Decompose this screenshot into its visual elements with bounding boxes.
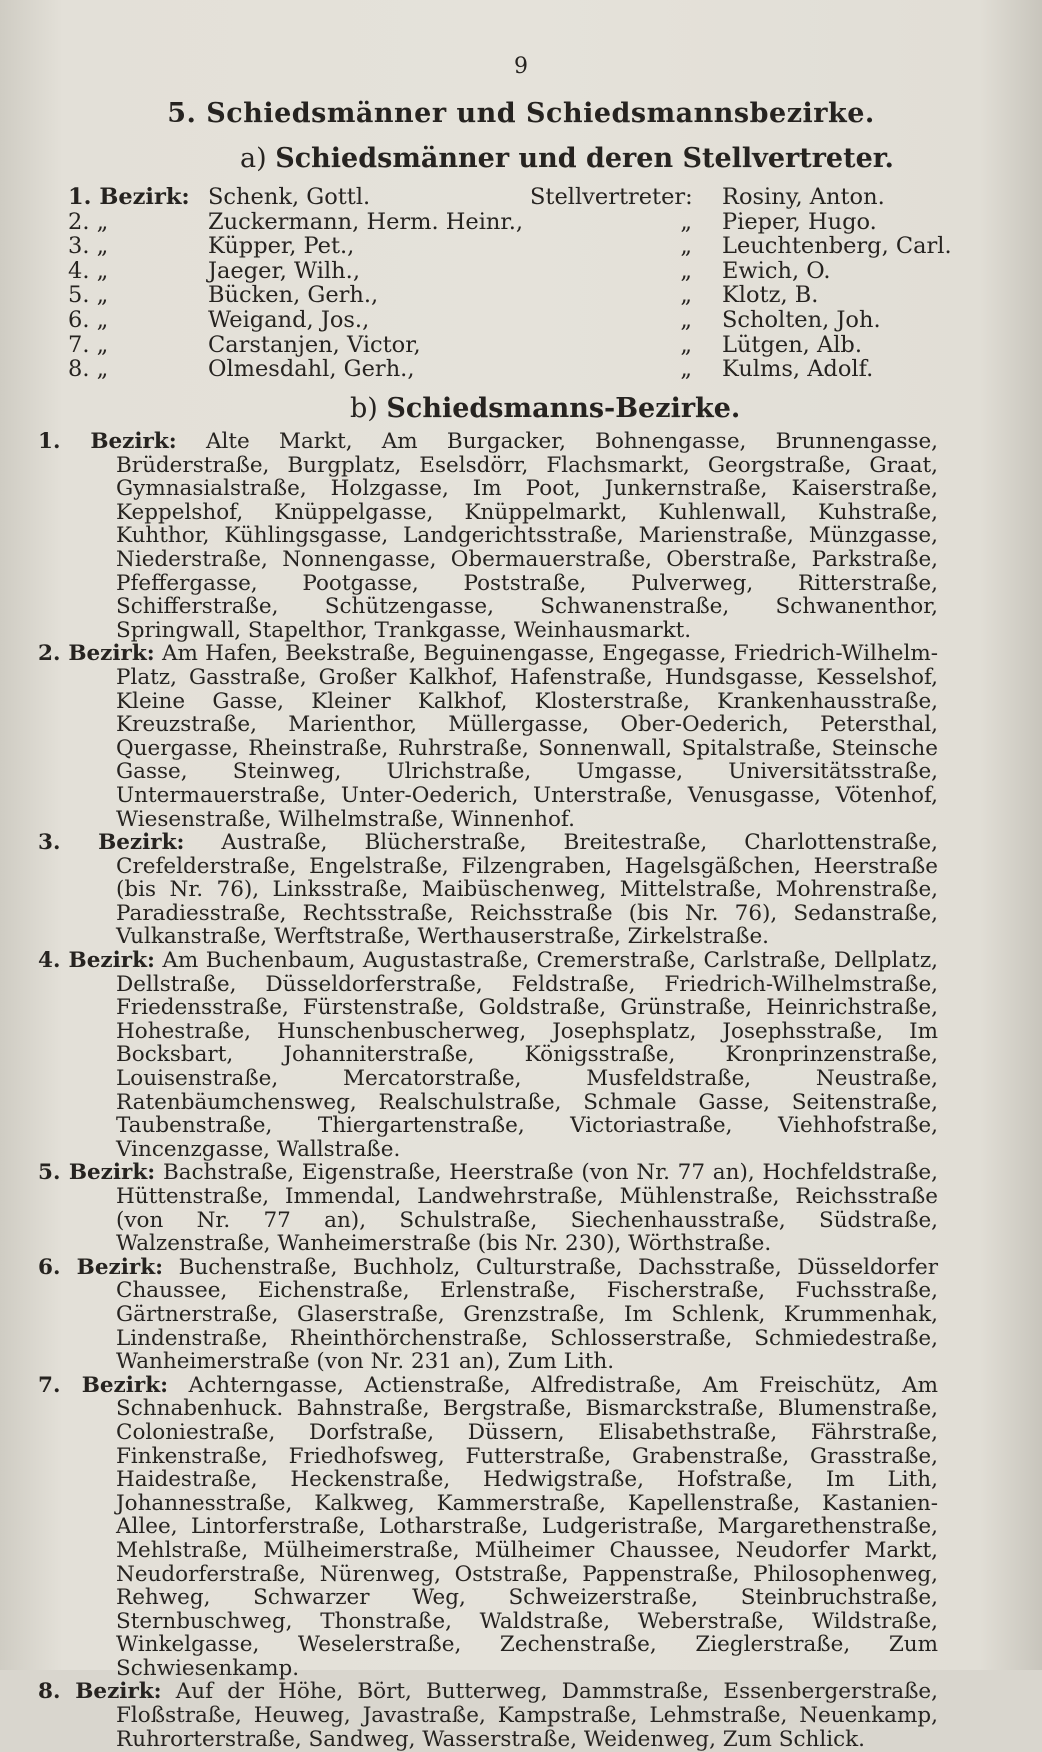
arbitrator-row xyxy=(68,259,968,284)
arbitrator-name: Küpper, Pet., xyxy=(208,233,355,260)
district-entry xyxy=(38,430,938,642)
district-streets: Alte Markt, Am Burgacker, Bohnengasse, Brunnengasse, Brüderstraße, Burgplatz, Eselsdörr, Flachsmarkt, Georgstraße, Graat, Gymnasialstraße, Holzgasse, Im Poot, Junkernstraße, Kaiserstraße, Keppelshof, Knüppelgasse, Knüppelmarkt, Kuhlenwall, Kuhstraße, Kuhthor, Kühlingsgasse, Landgerichtsstraße, Marienstraße, Münzgasse, Niederstraße, Nonnengasse, Obermauerstraße, Oberstraße, Parkstraße, Pfeffergasse, Pootgasse, Poststraße, Pulverweg, Ritterstraße, Schifferstraße, Schützengasse, Schwanenstraße, Schwanenthor, Springwall, Stapelthor, Trankgasse, Weinhausmarkt. xyxy=(116,429,939,643)
arbitrator-row xyxy=(68,333,968,358)
district-label: 1. Bezirk: xyxy=(38,429,177,454)
arbitrator-row xyxy=(68,185,968,210)
deputy-name: Lütgen, Alb. xyxy=(722,331,862,358)
district-number: 4. „ xyxy=(68,257,109,284)
subsection-b-heading: Schiedsmanns-Bezirke. xyxy=(386,393,741,424)
arbitrator-name: Weigand, Jos., xyxy=(208,306,370,333)
arbitrator-name: Zuckermann, Herm. Heinr., xyxy=(208,208,524,235)
district-entry xyxy=(38,1374,938,1681)
arbitrator-row xyxy=(68,308,968,333)
district-streets: Buchenstraße, Buchholz, Culturstraße, Dachsstraße, Düsseldorfer Chaussee, Eichenstraße, Erlenstraße, Fischerstraße, Fuchsstraße, Gärtnerstraße, Glaserstraße, Grenzstraße, Im Schlenk, Krummenhak, Lindenstraße, Rheinthörchenstraße, Schlosserstraße, Schmiedestraße, Wanheimerstraße (von Nr. 231 an), Zum Lith. xyxy=(116,1254,938,1375)
deputy-role: Stellvertreter: xyxy=(530,184,693,210)
district-number: 3. „ xyxy=(68,233,109,260)
deputy-name: Rosiny, Anton. xyxy=(722,184,885,210)
subsection-a-title xyxy=(240,143,894,174)
arbitrator-name: Schenk, Gottl. xyxy=(208,184,371,210)
arbitrator-name: Bücken, Gerh., xyxy=(208,282,379,309)
deputy-name: Scholten, Joh. xyxy=(722,306,881,333)
page-number: 9 xyxy=(514,54,528,79)
district-entry xyxy=(38,949,938,1161)
district-label: 8. Bezirk: xyxy=(38,1679,162,1705)
deputy-role: „ xyxy=(680,306,692,333)
district-label: 7. Bezirk: xyxy=(38,1372,169,1398)
arbitrator-row xyxy=(68,283,968,308)
district-label: 3. Bezirk: xyxy=(38,830,185,856)
deputy-name: Pieper, Hugo. xyxy=(722,208,877,235)
district-streets: Auf der Höhe, Bört, Butterweg, Dammstraße, Essenbergerstraße, Floßstraße, Heuweg, Javastraße, Kampstraße, Lehmstraße, Neuenkamp, Ruhrorterstraße, Sandweg, Wasserstraße, Weidenweg, Zum Schlick. xyxy=(116,1679,938,1752)
district-streets: Bachstraße, Eigenstraße, Heerstraße (von Nr. 77 an), Hochfeldstraße, Hüttenstraße, Immendal, Landwehrstraße, Mühlenstraße, Reichsstraße (von Nr. 77 an), Schulstraße, Siechenhausstraße, Südstraße, Walzenstraße, Wanheimerstraße (bis Nr. 230), Wörthstraße. xyxy=(116,1160,938,1257)
arbitrators-list xyxy=(68,185,968,382)
district-label: 5. Bezirk: xyxy=(38,1160,156,1186)
deputy-name: Ewich, O. xyxy=(722,257,831,284)
subsection-b-prefix: b) xyxy=(350,393,378,424)
district-entry xyxy=(38,1256,938,1374)
arbitrator-row xyxy=(68,357,968,382)
deputy-name: Klotz, B. xyxy=(722,282,819,309)
district-label: 6. Bezirk: xyxy=(38,1254,164,1280)
district-entry xyxy=(38,1680,938,1751)
district-number: 8. „ xyxy=(68,356,109,383)
arbitrator-row xyxy=(68,234,968,259)
subsection-b-title xyxy=(350,393,740,424)
district-entry xyxy=(38,831,938,949)
district-number: 1. Bezirk: xyxy=(68,184,190,210)
arbitrator-name: Jaeger, Wilh., xyxy=(208,257,360,284)
deputy-role: „ xyxy=(680,331,692,358)
arbitrator-name: Carstanjen, Victor, xyxy=(208,331,421,358)
district-label: 2. Bezirk: xyxy=(38,641,155,667)
deputy-role: „ xyxy=(680,233,692,260)
district-entry xyxy=(38,1161,938,1255)
section-title: 5. Schiedsmänner und Schiedsmannsbezirke. xyxy=(167,98,875,129)
arbitrator-row xyxy=(68,210,968,235)
deputy-role: „ xyxy=(680,356,692,383)
district-number: 2. „ xyxy=(68,208,109,235)
arbitrator-name: Olmesdahl, Gerh., xyxy=(208,356,415,383)
subsection-a-heading: Schiedsmänner und deren Stellvertreter. xyxy=(275,143,894,174)
district-list xyxy=(38,430,938,1751)
deputy-name: Kulms, Adolf. xyxy=(722,356,874,383)
district-streets: Achterngasse, Actienstraße, Alfredistraße, Am Freischütz, Am Schnabenhuck. Bahnstraße, Bergstraße, Bismarckstraße, Blumenstraße, Coloniestraße, Dorfstraße, Düssern, Elisabethstraße, Fährstraße, Finkenstraße, Friedhofsweg, Futterstraße, Grabenstraße, Grasstraße, Haidestraße, Heckenstraße, Hedwigstraße, Hofstraße, Im Lith, Johannesstraße, Kalkweg, Kammerstraße, Kapellenstraße, Kastanien-Allee, Lintorferstraße, Lotharstraße, Ludgeristraße, Margarethenstraße, Mehlstraße, Mülheimerstraße, Mülheimer Chaussee, Neudorfer Markt, Neudorferstraße, Nürenweg, Oststraße, Pappenstraße, Philosophenweg, Rehweg, Schwarzer Weg, Schweizerstraße, Steinbruchstraße, Sternbuschweg, Thonstraße, Waldstraße, Weberstraße, Wildstraße, Winkelgasse, Weselerstraße, Zechenstraße, Zieglerstraße, Zum Schwiesenkamp. xyxy=(116,1372,938,1681)
district-streets: Am Buchenbaum, Augustastraße, Cremerstraße, Carlstraße, Dellplatz, Dellstraße, Düsseldorferstraße, Feldstraße, Friedrich-Wilhelmstraße, Friedensstraße, Fürstenstraße, Goldstraße, Grünstraße, Heinrichstraße, Hohestraße, Hunschenbuscherweg, Josephsplatz, Josephsstraße, Im Bocksbart, Johanniterstraße, Königsstraße, Kronprinzenstraße, Louisenstraße, Mercatorstraße, Musfeldstraße, Neustraße, Ratenbäumchensweg, Realschulstraße, Schmale Gasse, Seitenstraße, Taubenstraße, Thiergartenstraße, Victoriastraße, Viehhofstraße, Vincenzgasse, Wallstraße. xyxy=(116,948,938,1162)
district-number: 5. „ xyxy=(68,282,109,309)
district-streets: Austraße, Blücherstraße, Breitestraße, Charlottenstraße, Crefelderstraße, Engelstraße, Filzengraben, Hagelsgäßchen, Heerstraße (bis Nr. 76), Linksstraße, Maibüschenweg, Mittelstraße, Mohrenstraße, Paradiesstraße, Rechtsstraße, Reichsstraße (bis Nr. 76), Sedanstraße, Vulkanstraße, Werftstraße, Werthauserstraße, Zirkelstraße. xyxy=(116,830,938,950)
deputy-role: „ xyxy=(680,208,692,235)
district-label: 4. Bezirk: xyxy=(38,948,155,974)
deputy-role: „ xyxy=(680,282,692,309)
district-number: 6. „ xyxy=(68,306,109,333)
district-entry xyxy=(38,642,938,831)
district-number: 7. „ xyxy=(68,331,109,358)
deputy-name: Leuchtenberg, Carl. xyxy=(722,233,952,260)
deputy-role: „ xyxy=(680,257,692,284)
subsection-a-prefix: a) xyxy=(240,143,267,174)
district-streets: Am Hafen, Beekstraße, Beguinengasse, Engegasse, Friedrich-Wilhelm-Platz, Gasstraße, Großer Kalkhof, Hafenstraße, Hundsgasse, Kesselshof, Kleine Gasse, Kleiner Kalkhof, Klosterstraße, Krankenhausstraße, Kreuzstraße, Marienthor, Müllergasse, Ober-Oederich, Petersthal, Quergasse, Rheinstraße, Ruhrstraße, Sonnenwall, Spitalstraße, Steinsche Gasse, Steinweg, Ulrichstraße, Umgasse, Universitätsstraße, Untermauerstraße, Unter-Oederich, Unterstraße, Venusgasse, Vötenhof, Wiesenstraße, Wilhelmstraße, Winnenhof. xyxy=(116,641,939,832)
